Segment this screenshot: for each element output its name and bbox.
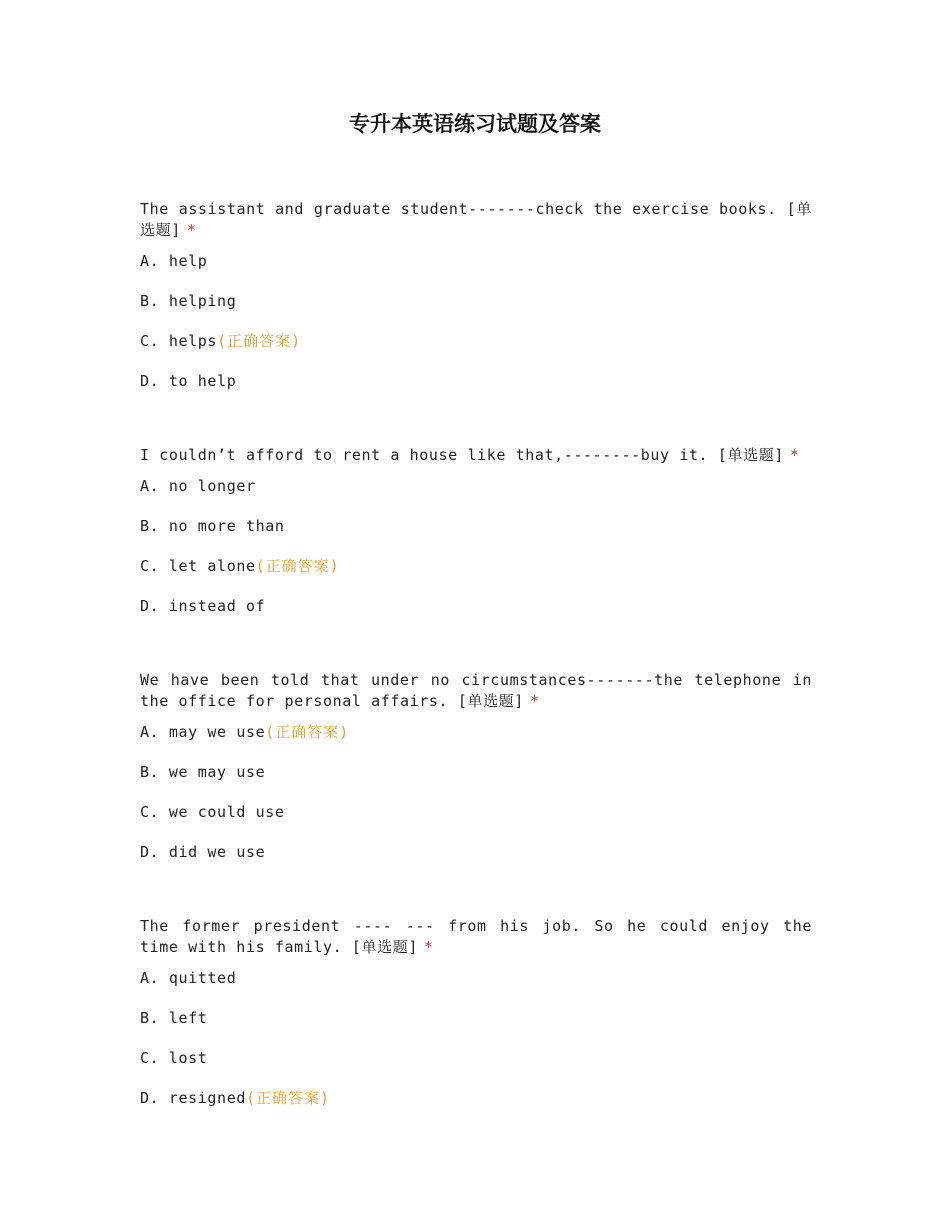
option-letter: A. <box>140 969 160 987</box>
option-letter: C. <box>140 332 160 350</box>
option-text: we may use <box>168 763 266 781</box>
question-list <box>140 199 812 1162</box>
option-letter: A. <box>140 723 160 741</box>
option-text: lost <box>168 1049 208 1067</box>
question-2 <box>140 445 812 617</box>
required-mark: * <box>529 692 540 710</box>
question-type-label: [单选题] <box>457 692 524 710</box>
option-text: did we use <box>168 843 266 861</box>
option-letter: C. <box>140 1049 160 1067</box>
question-3 <box>140 670 812 863</box>
question-stem <box>140 199 812 241</box>
correct-answer-tag: (正确答案) <box>217 332 302 350</box>
document-title: 专升本英语练习试题及答案 <box>349 111 601 136</box>
option-text: help <box>168 252 208 270</box>
option-letter: A. <box>140 252 160 270</box>
correct-answer-tag: (正确答案) <box>265 723 350 741</box>
option-d <box>140 842 812 863</box>
option-letter: B. <box>140 763 160 781</box>
option-a <box>140 251 812 272</box>
option-letter: D. <box>140 1089 160 1107</box>
option-text: resigned <box>168 1089 246 1107</box>
question-4 <box>140 916 812 1109</box>
option-c <box>140 1048 812 1069</box>
option-letter: D. <box>140 843 160 861</box>
required-mark: * <box>423 938 434 956</box>
option-letter: D. <box>140 372 160 390</box>
question-type-label: [单选题] <box>717 446 784 464</box>
option-text: to help <box>168 372 237 390</box>
option-text: helping <box>168 292 237 310</box>
option-text: we could use <box>168 803 285 821</box>
option-b <box>140 1008 812 1029</box>
question-stem <box>140 445 812 466</box>
correct-answer-tag: (正确答案) <box>255 557 340 575</box>
question-text: The former president ---- --- from his job. So he could enjoy the time with his family. <box>140 917 812 956</box>
option-text: may we use <box>168 723 266 741</box>
option-text: helps <box>168 332 218 350</box>
option-letter: B. <box>140 292 160 310</box>
question-stem <box>140 670 812 712</box>
option-letter: A. <box>140 477 160 495</box>
question-text: I couldn’t afford to rent a house like that,--------buy it. <box>140 446 709 464</box>
option-text: no longer <box>168 477 256 495</box>
question-stem <box>140 916 812 958</box>
option-letter: C. <box>140 557 160 575</box>
question-1 <box>140 199 812 392</box>
option-d <box>140 596 812 617</box>
option-letter: C. <box>140 803 160 821</box>
option-text: quitted <box>168 969 237 987</box>
required-mark: * <box>789 446 800 464</box>
question-text: We have been told that under no circumstances-------the telephone in the office for personal affairs. <box>140 671 812 710</box>
option-letter: B. <box>140 1009 160 1027</box>
option-text: left <box>168 1009 208 1027</box>
question-type-label: [单选题] <box>351 938 418 956</box>
option-b <box>140 762 812 783</box>
correct-answer-tag: (正确答案) <box>245 1089 331 1107</box>
option-d <box>140 1088 812 1109</box>
required-mark: * <box>186 221 197 239</box>
option-b <box>140 516 812 537</box>
option-a <box>140 722 812 743</box>
option-b <box>140 291 812 312</box>
option-a <box>140 968 812 989</box>
option-text: let alone <box>168 557 256 575</box>
option-text: instead of <box>168 597 266 615</box>
option-letter: D. <box>140 597 160 615</box>
question-text: The assistant and graduate student-------check the exercise books. <box>140 200 777 218</box>
option-a <box>140 476 812 497</box>
option-letter: B. <box>140 517 160 535</box>
option-d <box>140 371 812 392</box>
question-type-label: [单选题] <box>140 200 812 239</box>
option-c <box>140 556 812 577</box>
option-c <box>140 802 812 823</box>
option-text: no more than <box>168 517 285 535</box>
option-c <box>140 331 812 352</box>
